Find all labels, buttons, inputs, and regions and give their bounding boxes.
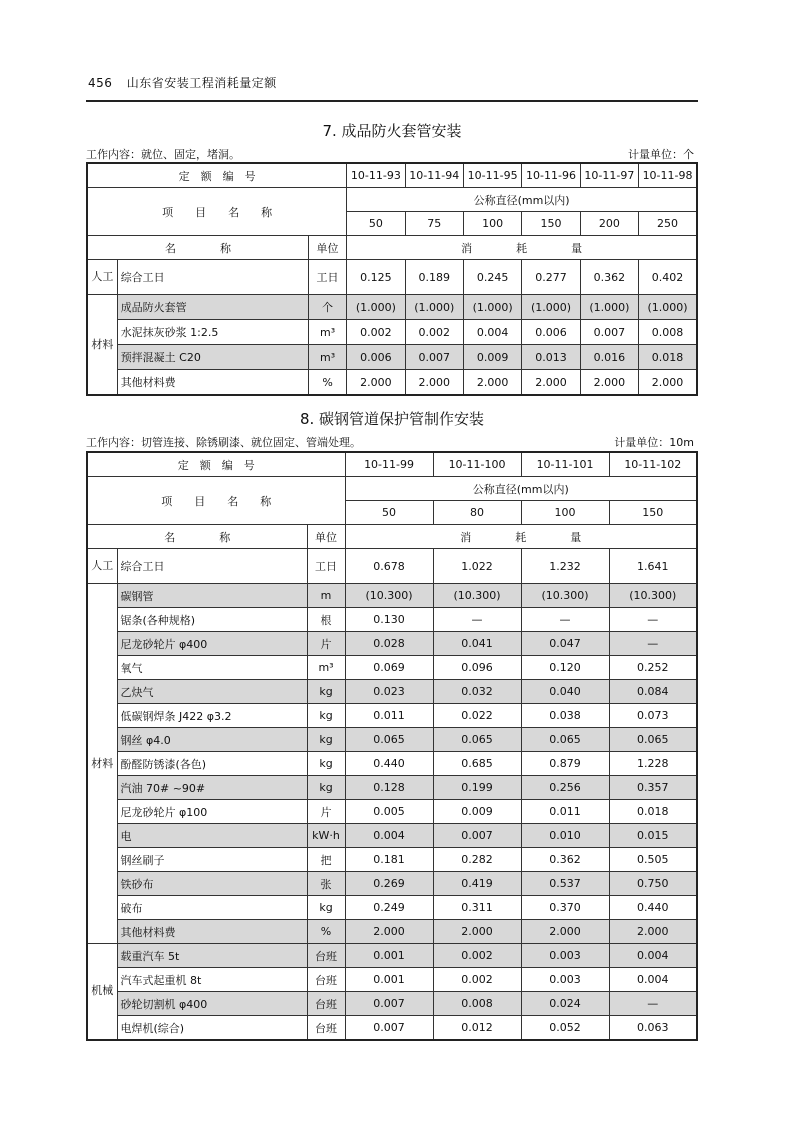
quota-code: 10-11-97 — [580, 163, 638, 188]
machine-row-value: 0.003 — [521, 968, 609, 992]
material-row-value: 2.000 — [463, 370, 521, 396]
machine-row-unit: 台班 — [307, 1016, 345, 1041]
machine-row-name: 砂轮切割机 φ400 — [117, 992, 307, 1016]
machine-row-value: 0.007 — [345, 992, 433, 1016]
machine-row-value: — — [609, 992, 697, 1016]
material-row-value: (1.000) — [580, 295, 638, 320]
section2-meta — [86, 434, 698, 450]
material-row-value: 0.004 — [463, 320, 521, 345]
quota-code: 10-11-99 — [345, 452, 433, 477]
labor-name: 综合工日 — [117, 260, 308, 295]
material-row — [87, 584, 697, 608]
material-row-value: 0.130 — [345, 608, 433, 632]
material-row-value: 0.282 — [433, 848, 521, 872]
material-row-name: 尼龙砂轮片 φ400 — [117, 632, 307, 656]
diameter-value: 250 — [639, 212, 697, 236]
material-row — [87, 872, 697, 896]
machine-row-name: 载重汽车 5t — [117, 944, 307, 968]
materials-category: 材料 — [87, 295, 117, 396]
machine-row-value: 0.002 — [433, 968, 521, 992]
diameter-value: 100 — [463, 212, 521, 236]
material-row-value: (10.300) — [521, 584, 609, 608]
machine-row-value: 0.001 — [345, 968, 433, 992]
machine-row-value: 0.063 — [609, 1016, 697, 1041]
section2-unit: 计量单位：10m — [614, 436, 694, 449]
material-row-value: 0.370 — [521, 896, 609, 920]
material-row-value: 2.000 — [522, 370, 580, 396]
machine-row-value: 0.001 — [345, 944, 433, 968]
quota-code: 10-11-98 — [639, 163, 697, 188]
material-row-unit: m³ — [307, 656, 345, 680]
unit-header: 单位 — [307, 525, 345, 549]
material-row — [87, 608, 697, 632]
material-row-value: 0.016 — [580, 345, 638, 370]
material-row-value: (10.300) — [433, 584, 521, 608]
material-row-unit: 把 — [307, 848, 345, 872]
labor-value: 0.125 — [347, 260, 405, 295]
material-row-value: 0.018 — [609, 800, 697, 824]
material-row-value: 0.065 — [345, 728, 433, 752]
material-row-value: (10.300) — [609, 584, 697, 608]
quota-code: 10-11-102 — [609, 452, 697, 477]
material-row — [87, 632, 697, 656]
labor-value: 1.022 — [433, 549, 521, 584]
quota-code: 10-11-101 — [521, 452, 609, 477]
page-number: 456 — [88, 76, 113, 90]
material-row-name: 铁砂布 — [117, 872, 307, 896]
material-row-unit: m³ — [308, 345, 346, 370]
material-row-name: 其他材料费 — [117, 370, 308, 396]
material-row-unit: m³ — [308, 320, 346, 345]
labor-value: 0.189 — [405, 260, 463, 295]
material-row — [87, 704, 697, 728]
diameter-value: 80 — [433, 501, 521, 525]
material-row-value: 2.000 — [639, 370, 697, 396]
material-row-value: 0.357 — [609, 776, 697, 800]
labor-value: 0.678 — [345, 549, 433, 584]
material-row-value: 0.007 — [580, 320, 638, 345]
material-row-value: 0.440 — [609, 896, 697, 920]
material-row-unit: % — [307, 920, 345, 944]
material-row-unit: kg — [307, 680, 345, 704]
material-row-name: 水泥抹灰砂浆 1:2.5 — [117, 320, 308, 345]
material-row-value: 2.000 — [405, 370, 463, 396]
quota-code: 10-11-95 — [463, 163, 521, 188]
material-row-name: 其他材料费 — [117, 920, 307, 944]
material-row-value: 2.000 — [345, 920, 433, 944]
material-row — [87, 320, 697, 345]
material-row-value: 0.311 — [433, 896, 521, 920]
section2-title: 8. 碳钢管道保护管制作安装 — [299, 410, 485, 428]
material-row-value: 0.018 — [639, 345, 697, 370]
material-row-value: 0.073 — [609, 704, 697, 728]
material-row-name: 碳钢管 — [117, 584, 307, 608]
material-row-value: 0.002 — [347, 320, 405, 345]
material-row-value: 0.750 — [609, 872, 697, 896]
material-row-value: 0.879 — [521, 752, 609, 776]
material-row-value: 2.000 — [521, 920, 609, 944]
material-row — [87, 752, 697, 776]
machine-row-value: 0.004 — [609, 944, 697, 968]
material-row-value: 0.069 — [345, 656, 433, 680]
page-header — [88, 74, 277, 91]
labor-category: 人工 — [87, 260, 117, 295]
labor-value: 0.362 — [580, 260, 638, 295]
material-row-value: 2.000 — [580, 370, 638, 396]
section2-table — [86, 451, 698, 1041]
book-title: 山东省安装工程消耗量定额 — [126, 76, 277, 90]
material-row-unit: 片 — [307, 632, 345, 656]
code-row — [87, 163, 697, 188]
material-row-value: 0.269 — [345, 872, 433, 896]
diameter-value: 75 — [405, 212, 463, 236]
material-row-value: — — [521, 608, 609, 632]
material-row-value: 0.256 — [521, 776, 609, 800]
material-row-value: (10.300) — [345, 584, 433, 608]
consumption-header: 消 耗 量 — [347, 236, 697, 260]
material-row-unit: 片 — [307, 800, 345, 824]
material-row-name: 酚醛防锈漆(各色) — [117, 752, 307, 776]
material-row-name: 乙炔气 — [117, 680, 307, 704]
labor-value: 1.641 — [609, 549, 697, 584]
item-label: 项 目 名 称 — [87, 188, 347, 236]
material-row-unit: 张 — [307, 872, 345, 896]
code-row — [87, 452, 697, 477]
diameter-value: 50 — [347, 212, 405, 236]
material-row — [87, 896, 697, 920]
section1-work-content: 工作内容：就位、固定，堵洞。 — [86, 148, 240, 161]
material-row-name: 尼龙砂轮片 φ100 — [117, 800, 307, 824]
material-row-value: 0.009 — [433, 800, 521, 824]
material-row-value: 0.011 — [345, 704, 433, 728]
material-row-value: 0.065 — [521, 728, 609, 752]
machine-row-name: 电焊机(综合) — [117, 1016, 307, 1041]
unit-header: 单位 — [308, 236, 346, 260]
material-row-name: 低碳钢焊条 J422 φ3.2 — [117, 704, 307, 728]
material-row-unit: kg — [307, 752, 345, 776]
section1-meta — [86, 146, 698, 162]
material-row-value: 0.065 — [433, 728, 521, 752]
material-row-value: 0.249 — [345, 896, 433, 920]
param-header-row — [87, 188, 697, 212]
material-row-value: 0.015 — [609, 824, 697, 848]
machine-row — [87, 992, 697, 1016]
quota-code: 10-11-96 — [522, 163, 580, 188]
material-row-value: (1.000) — [405, 295, 463, 320]
machine-row-name: 汽车式起重机 8t — [117, 968, 307, 992]
material-row-value: 0.128 — [345, 776, 433, 800]
material-row-unit: kg — [307, 728, 345, 752]
material-row — [87, 656, 697, 680]
material-row-name: 成品防火套管 — [117, 295, 308, 320]
labor-value: 0.245 — [463, 260, 521, 295]
machine-row — [87, 968, 697, 992]
machine-row-value: 0.024 — [521, 992, 609, 1016]
material-row — [87, 295, 697, 320]
material-row-unit: kg — [307, 776, 345, 800]
machine-row-value: 0.007 — [345, 1016, 433, 1041]
material-row-unit: m — [307, 584, 345, 608]
material-row-value: 0.008 — [639, 320, 697, 345]
material-row — [87, 776, 697, 800]
param-label: 公称直径(mm以内) — [345, 477, 697, 501]
material-row-value: 1.228 — [609, 752, 697, 776]
machine-row-value: 0.052 — [521, 1016, 609, 1041]
diameter-value: 150 — [609, 501, 697, 525]
machine-row-value: 0.008 — [433, 992, 521, 1016]
material-row-value: 0.028 — [345, 632, 433, 656]
consumption-header: 消 耗 量 — [345, 525, 697, 549]
column-header-row — [87, 525, 697, 549]
material-row-value: 0.038 — [521, 704, 609, 728]
labor-unit: 工日 — [308, 260, 346, 295]
quota-code: 10-11-94 — [405, 163, 463, 188]
param-label: 公称直径(mm以内) — [347, 188, 697, 212]
machine-row — [87, 944, 697, 968]
material-row-value: 0.084 — [609, 680, 697, 704]
material-row-name: 锯条(各种规格) — [117, 608, 307, 632]
section1-title: 7. 成品防火套管安装 — [322, 122, 462, 140]
material-row-value: 0.181 — [345, 848, 433, 872]
labor-name: 综合工日 — [117, 549, 307, 584]
header-rule — [86, 100, 698, 102]
material-row-value: 0.007 — [433, 824, 521, 848]
material-row-unit: kW·h — [307, 824, 345, 848]
material-row-value: 0.032 — [433, 680, 521, 704]
material-row — [87, 848, 697, 872]
material-row — [87, 800, 697, 824]
material-row-name: 电 — [117, 824, 307, 848]
machine-row-value: 0.002 — [433, 944, 521, 968]
material-row — [87, 680, 697, 704]
item-label: 项 目 名 称 — [87, 477, 345, 525]
material-row-value: 0.022 — [433, 704, 521, 728]
material-row-value: — — [609, 608, 697, 632]
machine-row-unit: 台班 — [307, 944, 345, 968]
material-row-value: 0.004 — [345, 824, 433, 848]
material-row-value: 0.096 — [433, 656, 521, 680]
material-row-value: 0.007 — [405, 345, 463, 370]
labor-row — [87, 260, 697, 295]
machine-row-value: 0.004 — [609, 968, 697, 992]
material-row-value: 2.000 — [347, 370, 405, 396]
material-row-unit: 根 — [307, 608, 345, 632]
material-row-value: 0.505 — [609, 848, 697, 872]
labor-value: 0.402 — [639, 260, 697, 295]
name-header: 名 称 — [87, 525, 307, 549]
material-row-name: 氧气 — [117, 656, 307, 680]
machine-row-value: 0.012 — [433, 1016, 521, 1041]
material-row-value: 0.023 — [345, 680, 433, 704]
section1-table — [86, 162, 698, 396]
material-row-value: — — [609, 632, 697, 656]
material-row-name: 破布 — [117, 896, 307, 920]
materials-category: 材料 — [87, 584, 117, 944]
material-row-value: 0.010 — [521, 824, 609, 848]
code-label: 定 额 编 号 — [87, 452, 345, 477]
code-label: 定 额 编 号 — [87, 163, 347, 188]
param-header-row — [87, 477, 697, 501]
material-row-value: (1.000) — [347, 295, 405, 320]
material-row-value: 0.005 — [345, 800, 433, 824]
material-row-value: 0.252 — [609, 656, 697, 680]
quota-code: 10-11-100 — [433, 452, 521, 477]
material-row-value: — — [433, 608, 521, 632]
material-row-unit: kg — [307, 704, 345, 728]
diameter-value: 150 — [522, 212, 580, 236]
material-row-value: 0.013 — [522, 345, 580, 370]
machine-row-value: 0.003 — [521, 944, 609, 968]
labor-unit: 工日 — [307, 549, 345, 584]
labor-value: 0.277 — [522, 260, 580, 295]
section1-unit: 计量单位：个 — [628, 148, 694, 161]
machines-category: 机械 — [87, 944, 117, 1041]
labor-value: 1.232 — [521, 549, 609, 584]
material-row-value: 0.537 — [521, 872, 609, 896]
material-row-name: 汽油 70# ~90# — [117, 776, 307, 800]
material-row — [87, 728, 697, 752]
material-row-value: 0.065 — [609, 728, 697, 752]
material-row-value: 0.006 — [522, 320, 580, 345]
column-header-row — [87, 236, 697, 260]
material-row-value: 0.011 — [521, 800, 609, 824]
material-row-name: 钢丝刷子 — [117, 848, 307, 872]
material-row-value: 0.040 — [521, 680, 609, 704]
material-row-value: (1.000) — [463, 295, 521, 320]
material-row-unit: kg — [307, 896, 345, 920]
material-row-value: 0.685 — [433, 752, 521, 776]
material-row-value: (1.000) — [639, 295, 697, 320]
labor-row — [87, 549, 697, 584]
material-row-value: 0.120 — [521, 656, 609, 680]
section2-work-content: 工作内容：切管连接、除锈刷漆、就位固定、管端处理。 — [86, 436, 361, 449]
material-row-value: 0.041 — [433, 632, 521, 656]
material-row — [87, 345, 697, 370]
material-row-value: 2.000 — [609, 920, 697, 944]
machine-row-unit: 台班 — [307, 968, 345, 992]
material-row — [87, 370, 697, 396]
material-row-value: 0.362 — [521, 848, 609, 872]
machine-row — [87, 1016, 697, 1041]
material-row — [87, 920, 697, 944]
material-row-value: 0.440 — [345, 752, 433, 776]
material-row — [87, 824, 697, 848]
name-header: 名 称 — [87, 236, 308, 260]
machine-row-unit: 台班 — [307, 992, 345, 1016]
diameter-value: 100 — [521, 501, 609, 525]
material-row-value: 0.006 — [347, 345, 405, 370]
material-row-name: 预拌混凝土 C20 — [117, 345, 308, 370]
material-row-unit: % — [308, 370, 346, 396]
material-row-value: 0.009 — [463, 345, 521, 370]
material-row-name: 钢丝 φ4.0 — [117, 728, 307, 752]
material-row-unit: 个 — [308, 295, 346, 320]
diameter-value: 200 — [580, 212, 638, 236]
material-row-value: 2.000 — [433, 920, 521, 944]
material-row-value: 0.002 — [405, 320, 463, 345]
quota-code: 10-11-93 — [347, 163, 405, 188]
material-row-value: (1.000) — [522, 295, 580, 320]
material-row-value: 0.047 — [521, 632, 609, 656]
material-row-value: 0.199 — [433, 776, 521, 800]
material-row-value: 0.419 — [433, 872, 521, 896]
labor-category: 人工 — [87, 549, 117, 584]
diameter-value: 50 — [345, 501, 433, 525]
